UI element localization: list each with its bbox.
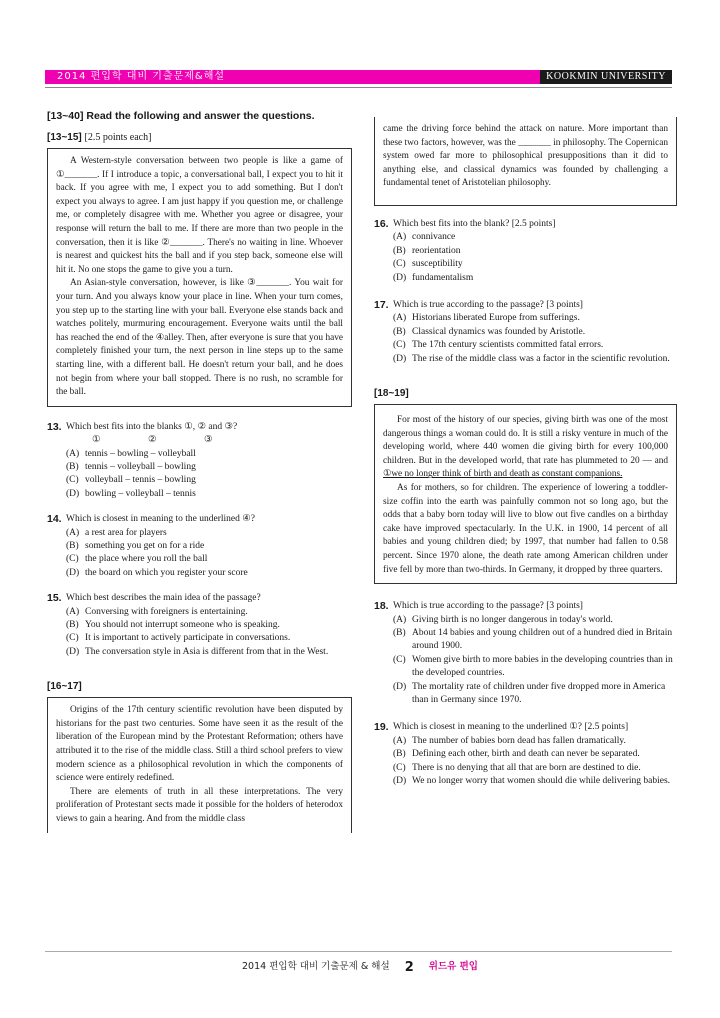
section-head-13-15 [47, 132, 352, 143]
underlined-phrase: ①we no longer think of birth and death as constant companions. [383, 469, 623, 480]
option-label: (B) [66, 540, 79, 551]
option-text: tennis – volleyball – bowling [85, 461, 196, 472]
option-label: (D) [393, 272, 407, 283]
passage-paragraph: A Western-style conversation between two people is like a game of ①_______. If I introduce a topic, a conversational ball, I expect you to hit it back. If you agree with me, I expect you to add something. But I don't expect you always to agree. I am just happy if you question me, or challenge me, or completely disagree with me. Whether you agree or disagree, your response will return the ball to me. If there are more than two people in the conversation, then it is like ②_______. There's no waiting in line. Whoever is nearest and quickest hits the ball and if you step back, someone else will hit it. No one stops the game to give you a turn. [56, 156, 343, 275]
option-label: (B) [393, 326, 406, 337]
option-text: reorientation [412, 245, 461, 256]
question-number: 13. [47, 420, 62, 433]
answer-option[interactable] [393, 627, 677, 654]
question-stem: Which best fits into the blanks ①, ② and ③? [66, 421, 238, 432]
option-label: (D) [393, 776, 407, 787]
question-number: 18. [374, 600, 389, 613]
option-label: (C) [393, 340, 406, 351]
option-text: The 17th century scientists committed fatal errors. [412, 340, 604, 351]
answer-option[interactable] [393, 326, 677, 339]
answer-option[interactable] [393, 245, 677, 258]
option-label: (A) [66, 448, 80, 459]
option-text: fundamentalism [412, 272, 474, 283]
answer-option[interactable] [66, 540, 352, 553]
question-number: 14. [47, 513, 62, 526]
page-number: 2 [404, 960, 414, 975]
option-label: (D) [66, 646, 80, 657]
option-text: The number of babies born dead has fallen dramatically. [412, 735, 626, 746]
answer-option[interactable] [393, 775, 677, 788]
page-footer [0, 958, 720, 973]
answer-option[interactable] [66, 553, 352, 566]
section-head-18-19: [18~19] [374, 388, 409, 400]
question-number: 16. [374, 217, 389, 230]
answer-option[interactable] [66, 448, 352, 461]
option-text: tennis – bowling – volleyball [85, 448, 196, 459]
option-label: (B) [393, 245, 406, 256]
question-stem: Which best fits into the blank? [2.5 points] [393, 218, 556, 229]
option-text: Women give birth to more babies in the developing countries than in the developed countries. [412, 654, 673, 679]
passage-18-19 [374, 404, 677, 584]
right-column [374, 117, 677, 788]
question-number: 15. [47, 592, 62, 605]
option-text: bowling – volleyball – tennis [85, 488, 196, 499]
question-13 [47, 421, 352, 501]
option-text: You should not interrupt someone who is speaking. [85, 619, 280, 630]
option-label: (B) [393, 749, 406, 760]
answer-option[interactable] [393, 735, 677, 748]
blank-markers [47, 434, 352, 447]
option-label: (C) [393, 259, 406, 270]
question-16 [374, 218, 677, 285]
option-label: (D) [66, 488, 80, 499]
option-label: (A) [393, 614, 407, 625]
answer-option[interactable] [393, 339, 677, 352]
blank-marker: ② [148, 435, 157, 446]
footer-rule [45, 951, 672, 952]
footer-brand: 위드유 편입 [428, 961, 478, 972]
answer-option[interactable] [393, 654, 677, 681]
question-number: 17. [374, 299, 389, 311]
question-15 [47, 592, 352, 659]
answer-option[interactable] [66, 488, 352, 501]
passage-paragraph: As for mothers, so for children. The experience of lowering a toddler-size coffin into the earth was painfully common not so long ago, but the odds that a baby born today will live to blow out five candles on a birthday cake have improved spectacularly. In the U.K. in 1900, 14 percent of all babies and young children died; by 1997, that number had fallen to 0.58 percent. Since 1970 alone, the death rate among American children under five fell by more than two-thirds. In Germany, it dropped by three quarters. [383, 483, 668, 575]
option-text: something you get on for a ride [85, 540, 205, 551]
question-stem: Which is closest in meaning to the underlined ④? [66, 514, 255, 525]
answer-option[interactable] [393, 748, 677, 761]
question-14 [47, 513, 352, 580]
question-number: 19. [374, 721, 389, 734]
header-rule [45, 87, 672, 88]
option-text: the board on which you register your score [85, 567, 248, 578]
left-column [47, 100, 352, 833]
option-text: The conversation style in Asia is different from that in the West. [85, 646, 329, 657]
option-text: Giving birth is no longer dangerous in today's world. [412, 614, 613, 625]
option-text: volleyball – tennis – bowling [85, 475, 196, 486]
section-points: [2.5 points each] [84, 132, 152, 143]
blank-marker: ① [92, 435, 101, 446]
option-label: (C) [393, 654, 406, 665]
header-title: 2014 편입학 대비 기출문제&해설 [57, 71, 226, 82]
question-19 [374, 721, 677, 788]
section-head-16-17: [16~17] [47, 681, 82, 693]
passage-paragraph: There are elements of truth in all these interpretations. The very proliferation of Protestant sects made it possible for the holders of heterodox views to gain a hearing. And from the middle class [56, 786, 343, 824]
answer-option[interactable] [66, 461, 352, 474]
option-label: (B) [393, 627, 406, 638]
passage-paragraph: came the driving force behind the attack on nature. More important than these two factors, however, was the _______ in philosophy. The Copernican system owed far more to philosophical presuppositions than it did to anything else, and classical dynamics was founded by challenging a fundamental tenet of Aristotelian philosophy. [383, 124, 668, 189]
question-stem: Which is true according to the passage? [3 points] [393, 300, 583, 310]
option-text: About 14 babies and young children out of a hundred died in Britain around 1900. [412, 627, 673, 652]
option-text: Historians liberated Europe from sufferings. [412, 313, 580, 324]
option-label: (C) [66, 554, 79, 565]
passage-16-17-continued [374, 117, 677, 206]
option-text: Classical dynamics was founded by Aristotle. [412, 326, 586, 337]
option-text: It is important to actively participate in conversations. [85, 633, 291, 644]
question-stem: Which is closest in meaning to the underlined ①? [2.5 points] [393, 722, 629, 733]
option-label: (D) [66, 567, 80, 578]
answer-option[interactable] [393, 272, 677, 285]
option-label: (D) [393, 353, 407, 364]
option-label: (A) [393, 735, 407, 746]
passage-13-15 [47, 148, 352, 407]
option-label: (B) [66, 619, 79, 630]
answer-option[interactable] [66, 527, 352, 540]
footer-title: 2014 편입학 대비 기출문제 & 해설 [242, 961, 390, 972]
answer-option[interactable] [66, 646, 352, 659]
option-text: The rise of the middle class was a factor in the scientific revolution. [412, 353, 670, 364]
answer-option[interactable] [66, 606, 352, 619]
option-text: Defining each other, birth and death can never be separated. [412, 749, 640, 760]
option-label: (D) [393, 681, 407, 692]
answer-option[interactable] [393, 353, 677, 366]
answer-option[interactable] [66, 474, 352, 487]
section-range: [13~15] [47, 132, 82, 143]
question-17 [374, 299, 677, 366]
university-label: KOOKMIN UNIVERSITY [540, 70, 672, 84]
answer-option[interactable] [66, 567, 352, 580]
blank-marker: ③ [204, 435, 213, 446]
passage-paragraph: Origins of the 17th century scientific revolution have been disputed by historians for the past two centuries. Some have seen it as the result of the liberation of the European mind by the Protestant Reformation; others have attributed it to the rise of the middle class. Still a third school prefers to view modern science as a philosophical revolution in which the components of science were entirely redefined. [56, 705, 343, 784]
option-label: (A) [393, 313, 407, 324]
question-stem: Which best describes the main idea of the passage? [66, 593, 261, 604]
passage-paragraph [383, 414, 668, 482]
option-label: (C) [393, 762, 406, 773]
option-text: We no longer worry that women should die while delivering babies. [412, 776, 671, 787]
instruction: [13~40] Read the following and answer the questions. [47, 110, 315, 122]
option-text: Conversing with foreigners is entertaining. [85, 606, 248, 617]
option-label: (A) [393, 232, 407, 243]
option-text: the place where you roll the ball [85, 554, 208, 565]
answer-option[interactable] [66, 632, 352, 645]
answer-option[interactable] [66, 619, 352, 632]
option-label: (B) [66, 461, 79, 472]
option-text: susceptibility [412, 259, 463, 270]
option-label: (C) [66, 475, 79, 486]
answer-option[interactable] [393, 681, 677, 708]
passage-16-17 [47, 697, 352, 832]
question-stem: Which is true according to the passage? [3 points] [393, 601, 583, 612]
answer-option[interactable] [393, 231, 677, 244]
question-18 [374, 600, 677, 707]
option-label: (A) [66, 527, 80, 538]
option-text: a rest area for players [85, 527, 167, 538]
answer-option[interactable] [393, 762, 677, 775]
header-bar [45, 70, 672, 84]
passage-text: For most of the history of our species, giving birth was one of the most dangerous things a woman could do. It is still a risky venture in much of the developing world, where 440 women die giving birth for every 100,000 children. But in the developed world, that rate has plummeted to 20 — and [383, 415, 668, 466]
answer-option[interactable] [393, 614, 677, 627]
option-text: There is no denying that all that are born are destined to die. [412, 762, 641, 773]
option-text: The mortality rate of children under five dropped more in America than in Germany since 1970. [412, 681, 666, 705]
option-text: connivance [412, 232, 456, 243]
option-label: (C) [66, 633, 79, 644]
passage-paragraph: An Asian-style conversation, however, is like ③_______. You wait for your turn. And you always know your place in line. When your turn comes, you step up to the starting line with your ball. Everyone else stands back and watches politely, murmuring encouragement. Everyone waits until the ball has reached the end of the ④alley. Then, after everyone is sure that you have completely finished your turn, the next person in line steps up to the same starting line, with a different ball. He doesn't return your ball, and he does not begin from where your ball stopped. There is no rush, no scramble for the ball. [56, 278, 343, 398]
answer-option[interactable] [393, 312, 677, 325]
answer-option[interactable] [393, 258, 677, 271]
option-label: (A) [66, 606, 80, 617]
